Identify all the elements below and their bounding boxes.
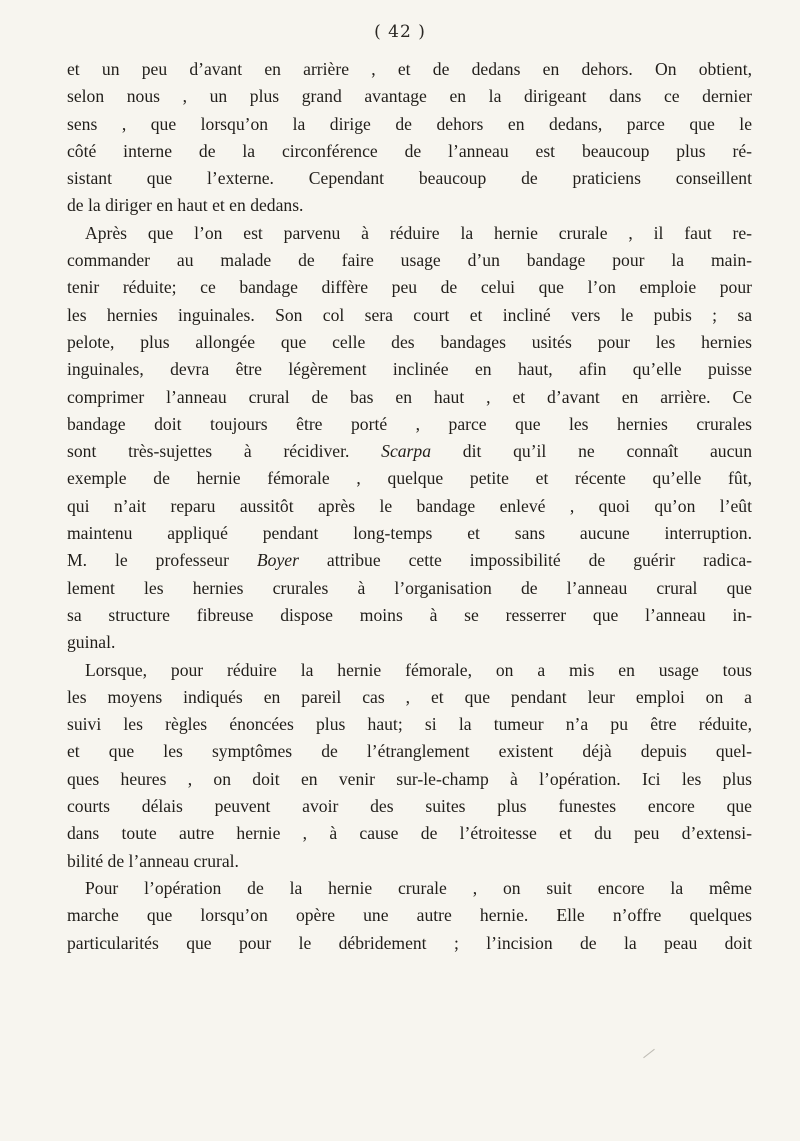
author-name-scarpa: Scarpa xyxy=(381,441,431,462)
text-line: les moyens indiqués en pareil cas , et que pendant leur emploi on a xyxy=(67,686,752,707)
paragraph-1 xyxy=(67,56,752,220)
text-segment: M. le professeur xyxy=(67,550,229,571)
text-line: exemple de hernie fémorale , quelque petite et récente qu’elle fût, xyxy=(67,468,752,489)
ink-mark xyxy=(643,1049,655,1058)
page-number: ( 42 ) xyxy=(374,22,426,42)
text-line: sa structure fibreuse dispose moins à se resserrer que l’anneau in- xyxy=(67,604,752,625)
text-line: suivi les règles énoncées plus haut; si la tumeur n’a pu être réduite, xyxy=(67,714,752,735)
text-line: sistant que l’externe. Cependant beaucoup de praticiens conseillent xyxy=(67,168,752,189)
text-line: bilité de l’anneau crural. xyxy=(67,850,239,871)
text-line: Après que l’on est parvenu à réduire la hernie crurale , il faut re- xyxy=(85,222,752,243)
text-line: bandage doit toujours être porté , parce que les hernies crurales xyxy=(67,413,752,434)
text-line: particularités que pour le débridement ; l’incision de la peau doit xyxy=(67,932,752,953)
text-line: ques heures , on doit en venir sur-le-champ à l’opération. Ici les plus xyxy=(67,768,752,789)
text-line: maintenu appliqué pendant long-temps et sans aucune interruption. xyxy=(67,523,752,544)
text-line: qui n’ait reparu aussitôt après le bandage enlevé , quoi qu’on l’eût xyxy=(67,495,752,516)
text-line: sens , que lorsqu’on la dirige de dehors en dedans, parce que le xyxy=(67,113,752,134)
text-segment: sont très-sujettes à récidiver. xyxy=(67,441,350,462)
text-line: côté interne de la circonférence de l’anneau est beaucoup plus ré- xyxy=(67,140,752,161)
text-line: Pour l’opération de la hernie crurale , on suit encore la même xyxy=(85,877,752,898)
text-line: commander au malade de faire usage d’un bandage pour la main- xyxy=(67,250,752,271)
text-line: marche que lorsqu’on opère une autre hernie. Elle n’offre quelques xyxy=(67,905,752,926)
paragraph-4 xyxy=(67,875,752,957)
text-line: dans toute autre hernie , à cause de l’étroitesse et du peu d’extensi- xyxy=(67,823,752,844)
text-line: Lorsque, pour réduire la hernie fémorale, on a mis en usage tous xyxy=(85,659,752,680)
text-line: courts délais peuvent avoir des suites plus funestes encore que xyxy=(67,796,752,817)
text-line-mixed xyxy=(67,438,752,465)
text-segment: attribue cette impossibilité de guérir radica- xyxy=(326,550,752,571)
paragraph-2 xyxy=(67,220,752,657)
text-line: et un peu d’avant en arrière , et de dedans en dehors. On obtient, xyxy=(67,59,752,79)
paragraph-3 xyxy=(67,657,752,875)
author-name-boyer: Boyer xyxy=(256,550,299,571)
text-line: inguinales, devra être légèrement inclinée en haut, afin qu’elle puisse xyxy=(67,359,752,380)
text-segment: dit qu’il ne connaît aucun xyxy=(462,441,752,462)
text-line: tenir réduite; ce bandage diffère peu de celui que l’on emploie pour xyxy=(67,277,752,298)
text-line: et que les symptômes de l’étranglement existent déjà depuis quel- xyxy=(67,741,752,762)
text-line: lement les hernies crurales à l’organisation de l’anneau crural que xyxy=(67,577,752,598)
text-line: les hernies inguinales. Son col sera court et incliné vers le pubis ; sa xyxy=(67,304,752,325)
text-line: pelote, plus allongée que celle des bandages usités pour les hernies xyxy=(67,331,752,352)
text-line: de la diriger en haut et en dedans. xyxy=(67,195,304,216)
text-line-mixed xyxy=(67,547,752,574)
page-body-text xyxy=(67,56,752,957)
text-line: selon nous , un plus grand avantage en la dirigeant dans ce dernier xyxy=(67,86,752,107)
text-line: comprimer l’anneau crural de bas en haut , et d’avant en arrière. Ce xyxy=(67,386,752,407)
text-line: guinal. xyxy=(67,632,116,653)
